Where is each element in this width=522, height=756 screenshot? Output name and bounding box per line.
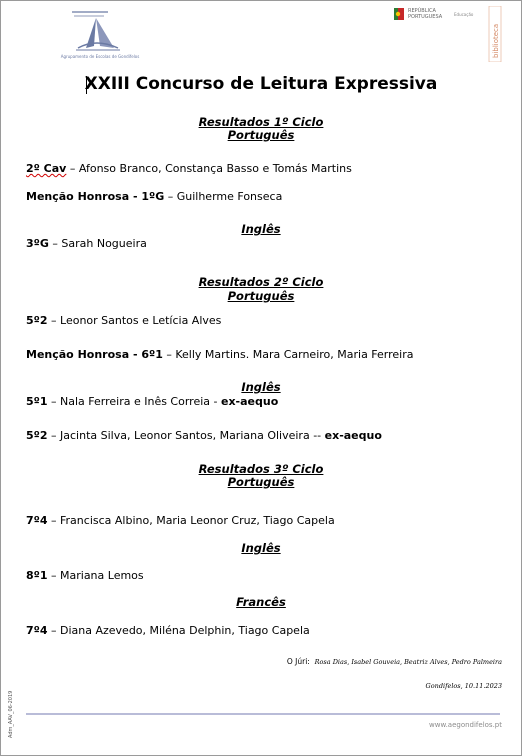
library-logo [488, 6, 502, 62]
subheading-ingles-3: Inglês [241, 541, 281, 555]
result-line [26, 514, 335, 527]
heading-ciclo-2: Resultados 2º Ciclo [198, 275, 324, 289]
page-title: XXIII Concurso de Leitura Expressiva [84, 74, 438, 94]
jury-names: Rosa Dias, Isabel Gouveia, Beatriz Alves, Pedro Palmeira [314, 658, 502, 666]
ex-aequo-tag: ex-aequo [324, 429, 382, 442]
class-label: 7º4 [26, 514, 48, 527]
subheading-portugues-3: Português [227, 475, 295, 489]
names: – Sarah Nogueira [48, 237, 147, 250]
names: – Guilherme Fonseca [164, 190, 283, 203]
result-line [26, 624, 310, 637]
class-label: Menção Honrosa - 1ºG [26, 190, 165, 203]
subheading-ingles-2: Inglês [241, 380, 281, 394]
class-label: 5º2 [26, 314, 48, 327]
website-url: www.aegondifelos.pt [429, 721, 502, 729]
names: – Jacinta Silva, Leonor Santos, Mariana Oliveira -- [47, 429, 325, 442]
signature-date: Gondifelos, 10.11.2023 [425, 682, 502, 690]
document-code [4, 690, 14, 740]
class-label: 5º2 [26, 429, 48, 442]
result-line [26, 314, 221, 327]
result-line [26, 190, 282, 203]
names: – Francisca Albino, Maria Leonor Cruz, Tiago Capela [47, 514, 335, 527]
footer-divider [26, 713, 500, 715]
result-line [26, 569, 144, 582]
class-label: 8º1 [26, 569, 48, 582]
names: – Mariana Lemos [47, 569, 144, 582]
names: – Kelly Martins. Mara Carneiro, Maria Ferreira [162, 348, 414, 361]
names: – Leonor Santos e Letícia Alves [47, 314, 222, 327]
heading-ciclo-3: Resultados 3º Ciclo [198, 462, 324, 476]
jury-label: O Júri: [286, 657, 310, 666]
ex-aequo-tag: ex-aequo [220, 395, 279, 408]
document-code-text: Adm_AAV_06-2019 [8, 690, 14, 738]
republic-label: REPÚBLICA PORTUGUESA [408, 8, 443, 20]
class-label: Menção Honrosa - 6º1 [26, 348, 163, 361]
names: – Diana Azevedo, Miléna Delphin, Tiago Capela [47, 624, 310, 637]
subheading-portugues-2: Português [227, 289, 295, 303]
jury-line [287, 657, 502, 666]
result-line [26, 162, 352, 175]
subheading-frances-3: Francês [236, 595, 286, 609]
library-label: biblioteca [492, 23, 500, 58]
result-line [26, 348, 414, 361]
class-label: 2º Cav [26, 162, 67, 175]
subheading-ingles-1: Inglês [241, 222, 281, 236]
republic-logo [394, 6, 474, 22]
school-caption: Agrupamento de Escolas de Gondifelos [60, 54, 140, 59]
heading-ciclo-1: Resultados 1º Ciclo [198, 115, 324, 129]
subheading-portugues-1: Português [227, 128, 295, 142]
school-logo [58, 8, 142, 60]
class-label: 5º1 [26, 395, 48, 408]
result-line [26, 237, 147, 250]
names: – Afonso Branco, Constança Basso e Tomás Martins [66, 162, 352, 175]
class-label: 7º4 [26, 624, 48, 637]
result-line [26, 429, 382, 442]
flag-icon [394, 8, 404, 20]
ministry-label: Educação [454, 12, 474, 17]
names: – Nala Ferreira e Inês Correia - [47, 395, 221, 408]
result-line [26, 395, 278, 408]
class-label: 3ºG [26, 237, 49, 250]
